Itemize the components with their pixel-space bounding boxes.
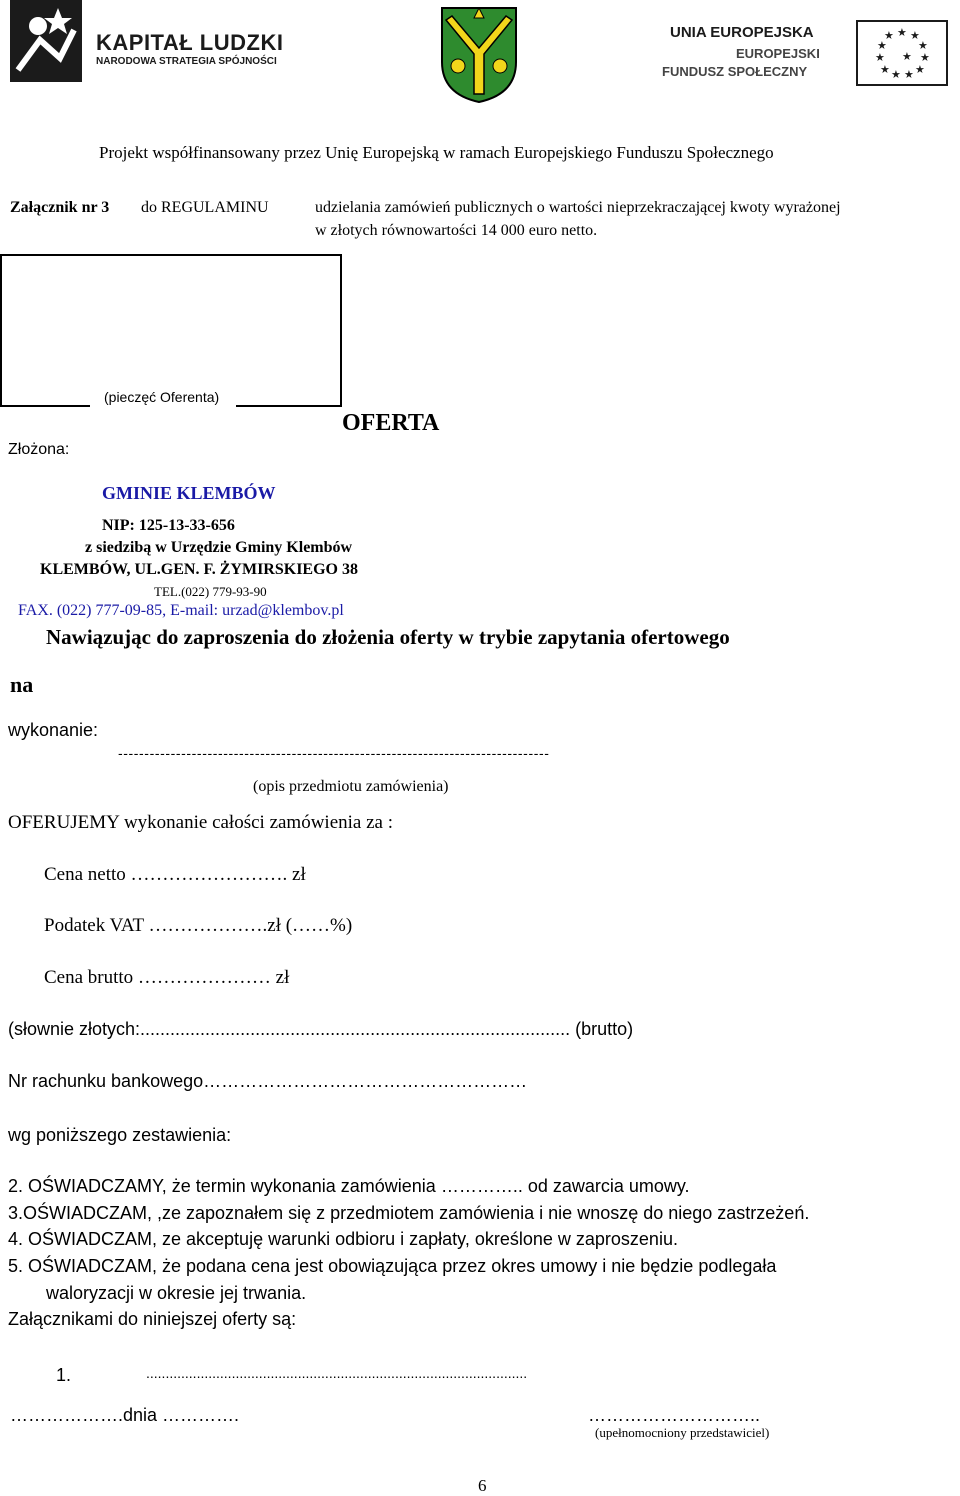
eu-fund-logo [660, 20, 950, 100]
stamp-box-bottom-right [236, 405, 342, 407]
eu-flag-icon [856, 20, 948, 86]
statement-5: 5. OŚWIADCZAM, że podana cena jest obowiązująca przez okres umowy i nie będzie podlegała [8, 1256, 777, 1276]
statement-2: 2. OŚWIADCZAMY, że termin wykonania zamówienia ………….. od zawarcia umowy. [8, 1176, 690, 1196]
eu-line1: UNIA EUROPEJSKA [670, 24, 814, 41]
page-number: 6 [478, 1476, 487, 1495]
svg-text:★: ★ [880, 63, 890, 76]
subject-dash-line: ---------------------------------------------------------------------------------- [118, 745, 550, 761]
bank-account-line: Nr rachunku bankowego……………………………………………… [8, 1071, 528, 1091]
offer-title: OFERTA [342, 410, 440, 436]
stamp-box-bottom-left [0, 405, 90, 407]
signature-dots: ……………………….. [588, 1405, 761, 1425]
statement-3: 3.OŚWIADCZAM, ,ze zapoznałem się z przedmiotem zamówienia i nie wnoszę do niego zastrzeżeń. [8, 1203, 810, 1223]
statement-5-continued: waloryzacji w okresie jej trwania. [46, 1283, 307, 1303]
stamp-caption: (pieczęć Oferenta) [104, 389, 220, 405]
svg-text:★: ★ [918, 39, 928, 52]
recipient-tel: TEL.(022) 779-93-90 [154, 584, 267, 599]
subject-caption: (opis przedmiotu zamówienia) [253, 778, 449, 795]
kl-subtitle: NARODOWA STRATEGIA SPÓJNOŚCI [96, 56, 277, 67]
attachments-label: Załącznikami do niniejszej oferty są: [8, 1309, 297, 1329]
klembow-crest [438, 4, 520, 104]
price-gross: Cena brutto ………………… zł [44, 967, 290, 988]
breakdown-line: wg poniższego zestawienia: [8, 1125, 232, 1145]
stamp-box [0, 254, 342, 406]
statement-4: 4. OŚWIADCZAM, ze akceptuję warunki odbioru i zapłaty, określone w zaproszeniu. [8, 1229, 678, 1249]
execution-label: wykonanie: [8, 720, 99, 740]
annex-label: Załącznik nr 3 [10, 199, 110, 216]
intro-line: Nawiązując do zaproszenia do złożenia oferty w trybie zapytania ofertowego [46, 625, 730, 649]
coat-of-arms-icon [438, 4, 520, 104]
submitted-label: Złożona: [8, 441, 70, 458]
recipient-nip: NIP: 125-13-33-656 [102, 517, 235, 534]
svg-text:★: ★ [884, 29, 894, 42]
date-line: ……………….dnia …………. [10, 1405, 240, 1425]
svg-text:★: ★ [910, 29, 920, 42]
recipient-address: KLEMBÓW, UL.GEN. F. ŻYMIRSKIEGO 38 [40, 561, 358, 578]
offer-line: OFERUJEMY wykonanie całości zamówienia za : [8, 812, 394, 833]
annex-description-1: udzielania zamówień publicznych o wartości nieprzekraczającej kwoty wyrażonej [315, 199, 841, 216]
kl-title: KAPITAŁ LUDZKI [96, 30, 284, 55]
recipient-fax-email: FAX. (022) 777-09-85, E-mail: urzad@klembov.pl [18, 602, 344, 619]
price-vat: Podatek VAT ……………….zł (……%) [44, 915, 353, 936]
svg-text:★: ★ [891, 68, 901, 81]
attachment-1-dots: .................................................................................................. [146, 1365, 528, 1381]
svg-text:★: ★ [875, 51, 885, 64]
svg-text:★: ★ [877, 39, 887, 52]
kapital-ludzki-logo [10, 0, 300, 85]
attachment-1-number: 1. [56, 1365, 72, 1385]
annex-to-regulation: do REGULAMINU [141, 199, 269, 216]
signature-caption: (upełnomocniony przedstawiciel) [595, 1425, 770, 1440]
svg-text:★: ★ [904, 68, 914, 81]
recipient-name: GMINIE KLEMBÓW [102, 483, 276, 503]
svg-text:★: ★ [897, 26, 907, 39]
price-in-words: (słownie złotych:...................................................................................... (brutto) [8, 1019, 634, 1039]
intro-na: na [10, 672, 34, 697]
price-net: Cena netto ……………………. zł [44, 864, 306, 885]
svg-text:★: ★ [920, 51, 930, 64]
project-cofinancing-line: Projekt współfinansowany przez Unię Europejską w ramach Europejskiego Funduszu Społecznego [99, 143, 774, 162]
svg-text:★: ★ [915, 63, 925, 76]
svg-text:★: ★ [902, 50, 912, 63]
annex-description-2: w złotych równowartości 14 000 euro netto. [315, 222, 598, 239]
eu-line2: EUROPEJSKI [736, 46, 820, 61]
eu-line3: FUNDUSZ SPOŁECZNY [662, 64, 808, 79]
recipient-seat: z siedzibą w Urzędzie Gminy Klembów [85, 539, 353, 556]
